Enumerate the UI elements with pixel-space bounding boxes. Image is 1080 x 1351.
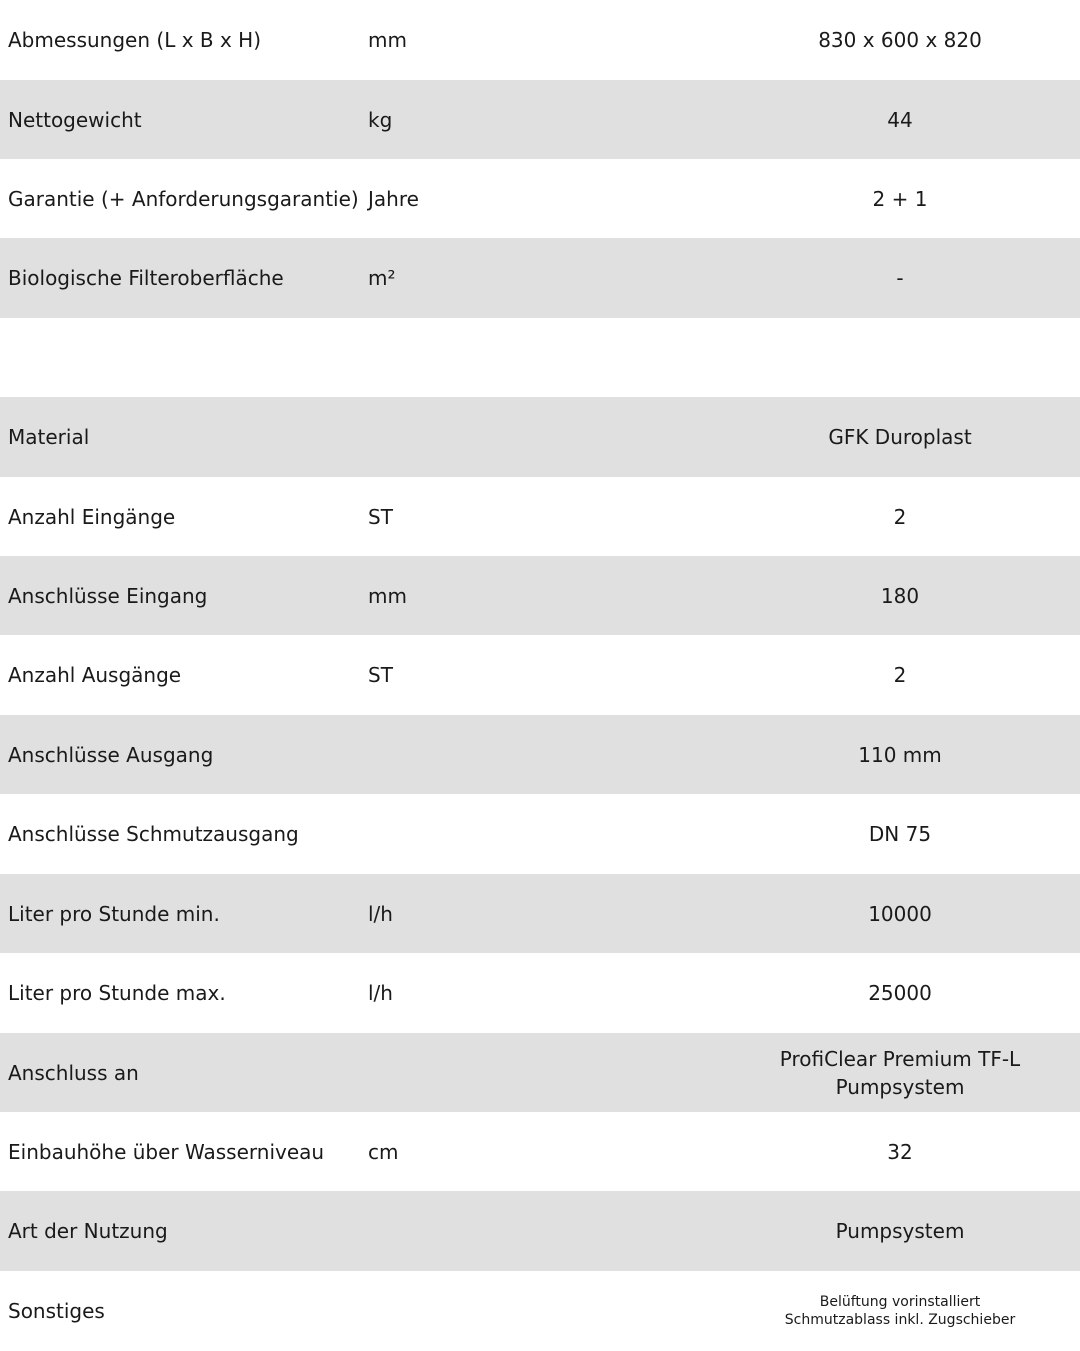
spec-value: 180: [880, 584, 920, 608]
spec-row-schmutzausgang: [0, 794, 1080, 874]
spec-label: Liter pro Stunde min.: [8, 902, 220, 926]
spec-unit: m²: [368, 266, 396, 290]
spec-unit: ST: [368, 505, 393, 529]
spec-unit: cm: [368, 1140, 399, 1164]
spec-value-line: Belüftung vorinstalliert: [819, 1294, 981, 1310]
spec-label: Garantie (+ Anforderungsgarantie): [8, 187, 359, 211]
spec-unit: ST: [368, 663, 393, 687]
spec-value: 32: [887, 1140, 913, 1164]
spec-value: -: [896, 266, 904, 290]
spec-row-anschluss-an: [0, 1033, 1080, 1113]
spec-value: 25000: [868, 981, 932, 1005]
spec-row-garantie: [0, 159, 1080, 239]
spec-value: Pumpsystem: [835, 1219, 965, 1243]
spec-row-einbauhoehe: [0, 1112, 1080, 1192]
spec-label: Nettogewicht: [8, 108, 142, 132]
spec-value: 110 mm: [858, 743, 942, 767]
spec-label: Anschlüsse Schmutzausgang: [8, 822, 299, 846]
spec-value: 10000: [868, 902, 932, 926]
spec-value-line: Schmutzablass inkl. Zugschieber: [784, 1312, 1016, 1328]
spec-row-anzahl-eingaenge: [0, 477, 1080, 557]
spec-row-liter-min: [0, 874, 1080, 954]
spec-value-line: ProfiClear Premium TF-L: [779, 1047, 1021, 1071]
spec-unit: kg: [368, 108, 393, 132]
spec-value: GFK Duroplast: [828, 425, 972, 449]
spec-label: Anschluss an: [8, 1061, 139, 1085]
spec-row-art-der-nutzung: [0, 1191, 1080, 1271]
spec-label: Anschlüsse Eingang: [8, 584, 208, 608]
spec-value: 830 x 600 x 820: [818, 28, 982, 52]
spec-row-filteroberflaeche: [0, 238, 1080, 318]
spec-row-anzahl-ausgaenge: [0, 635, 1080, 715]
spec-label: Anzahl Eingänge: [8, 505, 176, 529]
spec-label: Liter pro Stunde max.: [8, 981, 226, 1005]
spec-value: [720, 1293, 1080, 1329]
spec-value-line: Pumpsystem: [835, 1075, 965, 1099]
spec-label: Anschlüsse Ausgang: [8, 743, 214, 767]
spec-unit: l/h: [368, 902, 393, 926]
spec-unit: Jahre: [368, 187, 419, 211]
spec-row-liter-max: [0, 953, 1080, 1033]
spec-label: Einbauhöhe über Wasserniveau: [8, 1140, 325, 1164]
spec-unit: l/h: [368, 981, 393, 1005]
spec-value: 2: [893, 505, 907, 529]
spec-label: Anzahl Ausgänge: [8, 663, 182, 687]
spec-row-material: [0, 397, 1080, 477]
spec-label: Sonstiges: [8, 1299, 105, 1323]
spec-row-anschluesse-ausgang: [0, 715, 1080, 795]
spec-value: 44: [887, 108, 913, 132]
spec-row-sonstiges: [0, 1271, 1080, 1351]
spec-unit: mm: [368, 584, 407, 608]
spec-unit: mm: [368, 28, 407, 52]
spec-row-anschluesse-eingang: [0, 556, 1080, 636]
spec-value: 2: [893, 663, 907, 687]
spec-value: 2 + 1: [872, 187, 928, 211]
spec-value: DN 75: [868, 822, 932, 846]
spec-row-abmessungen: [0, 0, 1080, 80]
spec-row-nettogewicht: [0, 80, 1080, 160]
spec-label: Abmessungen (L x B x H): [8, 28, 261, 52]
spec-label: Art der Nutzung: [8, 1219, 168, 1243]
spec-label: Material: [8, 425, 90, 449]
spec-value: [720, 1045, 1080, 1101]
spec-label: Biologische Filteroberfläche: [8, 266, 284, 290]
